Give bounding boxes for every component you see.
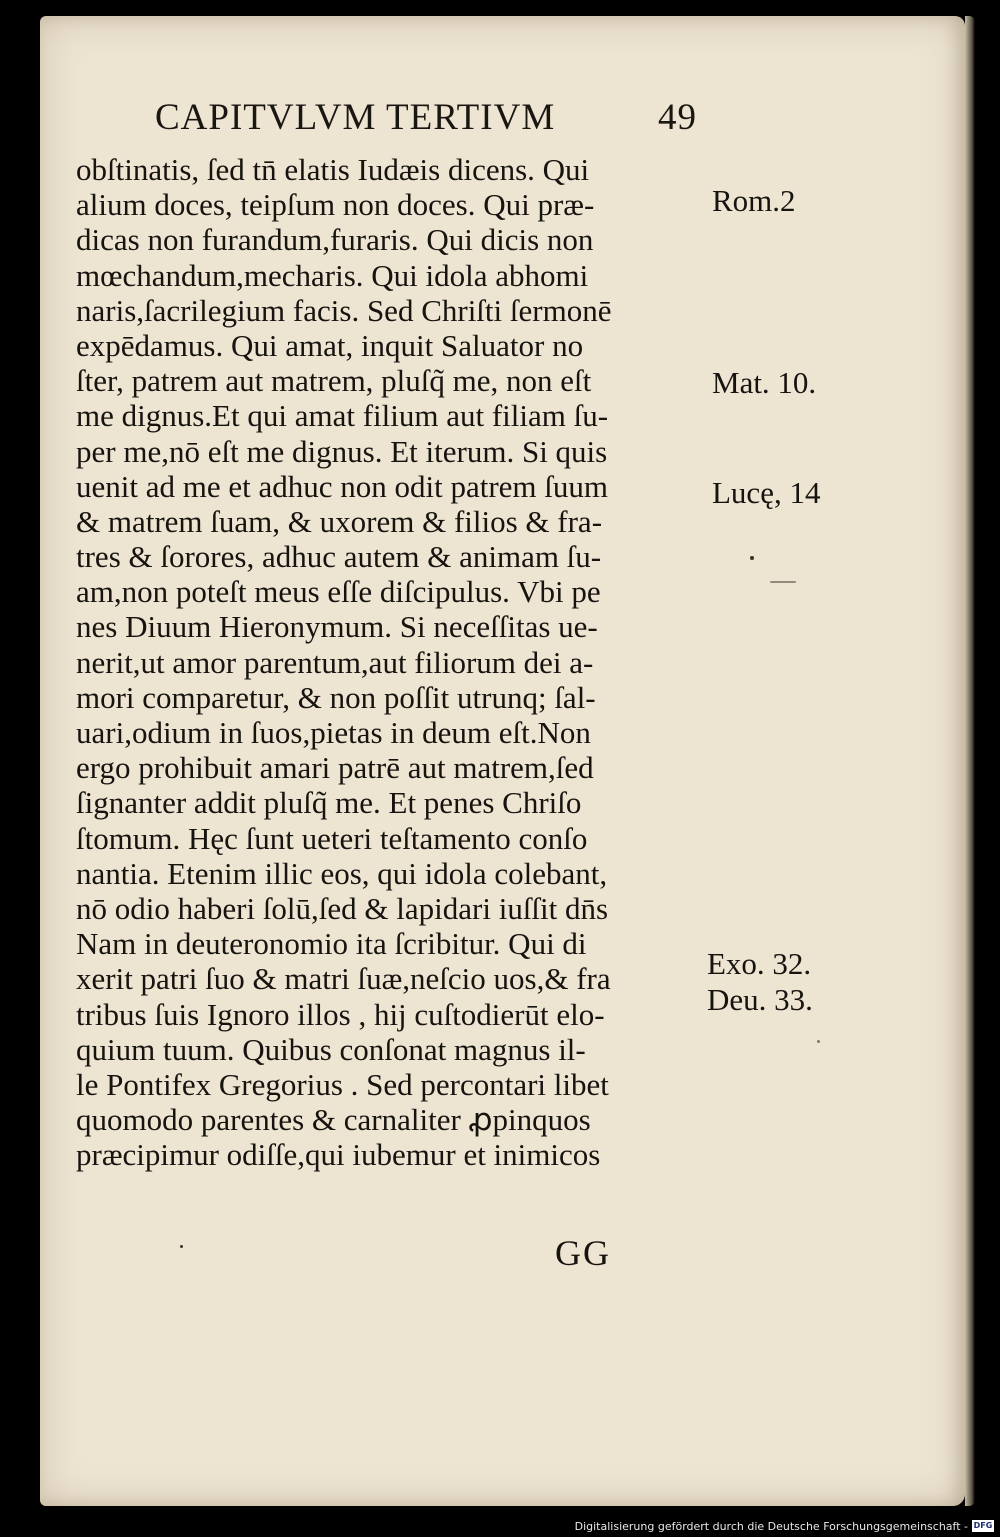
text-line: expēdamus. Qui amat, inquit Saluator no — [76, 327, 584, 363]
text-line: per me,nō eſt me dignus. Et iterum. Si quis — [76, 433, 608, 469]
running-header — [155, 96, 695, 146]
ink-speck — [817, 1040, 820, 1043]
text-line: alium doces, teipſum non doces. Qui præ- — [76, 187, 595, 223]
ink-speck — [180, 1245, 183, 1248]
text-line: tribus ſuis Ignoro illos , hĳ cuſtodierūt elo- — [76, 996, 605, 1032]
text-line: ſter, patrem aut matrem, pluſq̃ me, non eſt — [76, 363, 592, 399]
folio-number: 49 — [658, 97, 697, 138]
text-line: nerit,ut amor parentum,aut filiorum dei a- — [76, 644, 594, 680]
signature-mark: GG — [555, 1233, 611, 1273]
page-edge-shadow — [965, 16, 975, 1506]
text-line: quomodo parentes & carnaliter ꝓpinquos — [76, 1102, 591, 1138]
margin-note-deuteronomy: Deu. 33. — [707, 982, 813, 1017]
text-line: nantia. Etenim illic eos, qui idola colebant, — [76, 855, 608, 891]
main-text-block — [76, 152, 702, 1172]
margin-note-romans: Rom.2 — [712, 183, 796, 218]
text-line: xerit patri ſuo & matri ſuæ,neſcio uos,& fra — [76, 961, 611, 997]
text-line: ſignanter addit pluſq̃ me. Et penes Chriſo — [76, 785, 582, 821]
chapter-heading: CAPITVLVM TERTIVM — [155, 97, 556, 138]
margin-note-exodus: Exo. 32. — [707, 946, 812, 981]
text-line: tres & ſorores, adhuc autem & animam ſu- — [76, 539, 602, 575]
margin-note-luke: Lucę, 14 — [712, 475, 821, 510]
text-line: me dignus.Et qui amat filium aut filiam ſu- — [76, 398, 609, 434]
text-line: obſtinatis, ſed tn̄ elatis Iudæis dicens. Qui — [76, 152, 590, 187]
footer-credit: Digitalisierung gefördert durch die Deutsche Forschungsgemeinschaft - — [574, 1519, 968, 1533]
text-line: am,non poteſt meus eſſe diſcipulus. Vbi pe — [76, 574, 601, 610]
text-line: quium tuum. Quibus conſonat magnus il- — [76, 1031, 586, 1067]
text-line: nō odio haberi ſolū,ſed & lapidari iuſſit dn̄s — [76, 890, 609, 926]
text-line: præcipimur odiſſe,qui iubemur et inimicos — [76, 1137, 601, 1173]
digitization-footer — [575, 1517, 994, 1535]
text-line: le Pontifex Gregorius . Sed percontari libet — [76, 1066, 609, 1102]
text-line: & matrem ſuam, & uxorem & filios & fra- — [76, 503, 603, 539]
dfg-logo-icon: DFG — [973, 1521, 993, 1530]
text-line: nes Diuum Hieronymum. Si neceſſitas ue- — [76, 609, 598, 645]
margin-note-matthew: Mat. 10. — [712, 365, 817, 400]
ink-speck — [770, 581, 796, 583]
text-line: mori comparetur, & non poſſit utrunq; ſal- — [76, 679, 596, 715]
text-line: Nam in deuteronomio ita ſcribitur. Qui di — [76, 926, 587, 962]
text-line: naris,ſacrilegium facis. Sed Chriſti ſermonē — [76, 292, 612, 328]
text-line: uenit ad me et adhuc non odit patrem ſuum — [76, 468, 609, 504]
text-line: dicas non furandum,furaris. Qui dicis non — [76, 222, 594, 258]
text-line: uari,odium in ſuos,pietas in deum eſt.Non — [76, 715, 591, 750]
ink-speck — [750, 556, 754, 560]
text-line: mœchandum,mecharis. Qui idola abhomi — [76, 257, 589, 293]
text-line: ergo prohibuit amari patrē aut matrem,ſed — [76, 750, 594, 786]
text-line: ſtomum. Hęc ſunt ueteri teſtamento conſo — [76, 820, 588, 856]
